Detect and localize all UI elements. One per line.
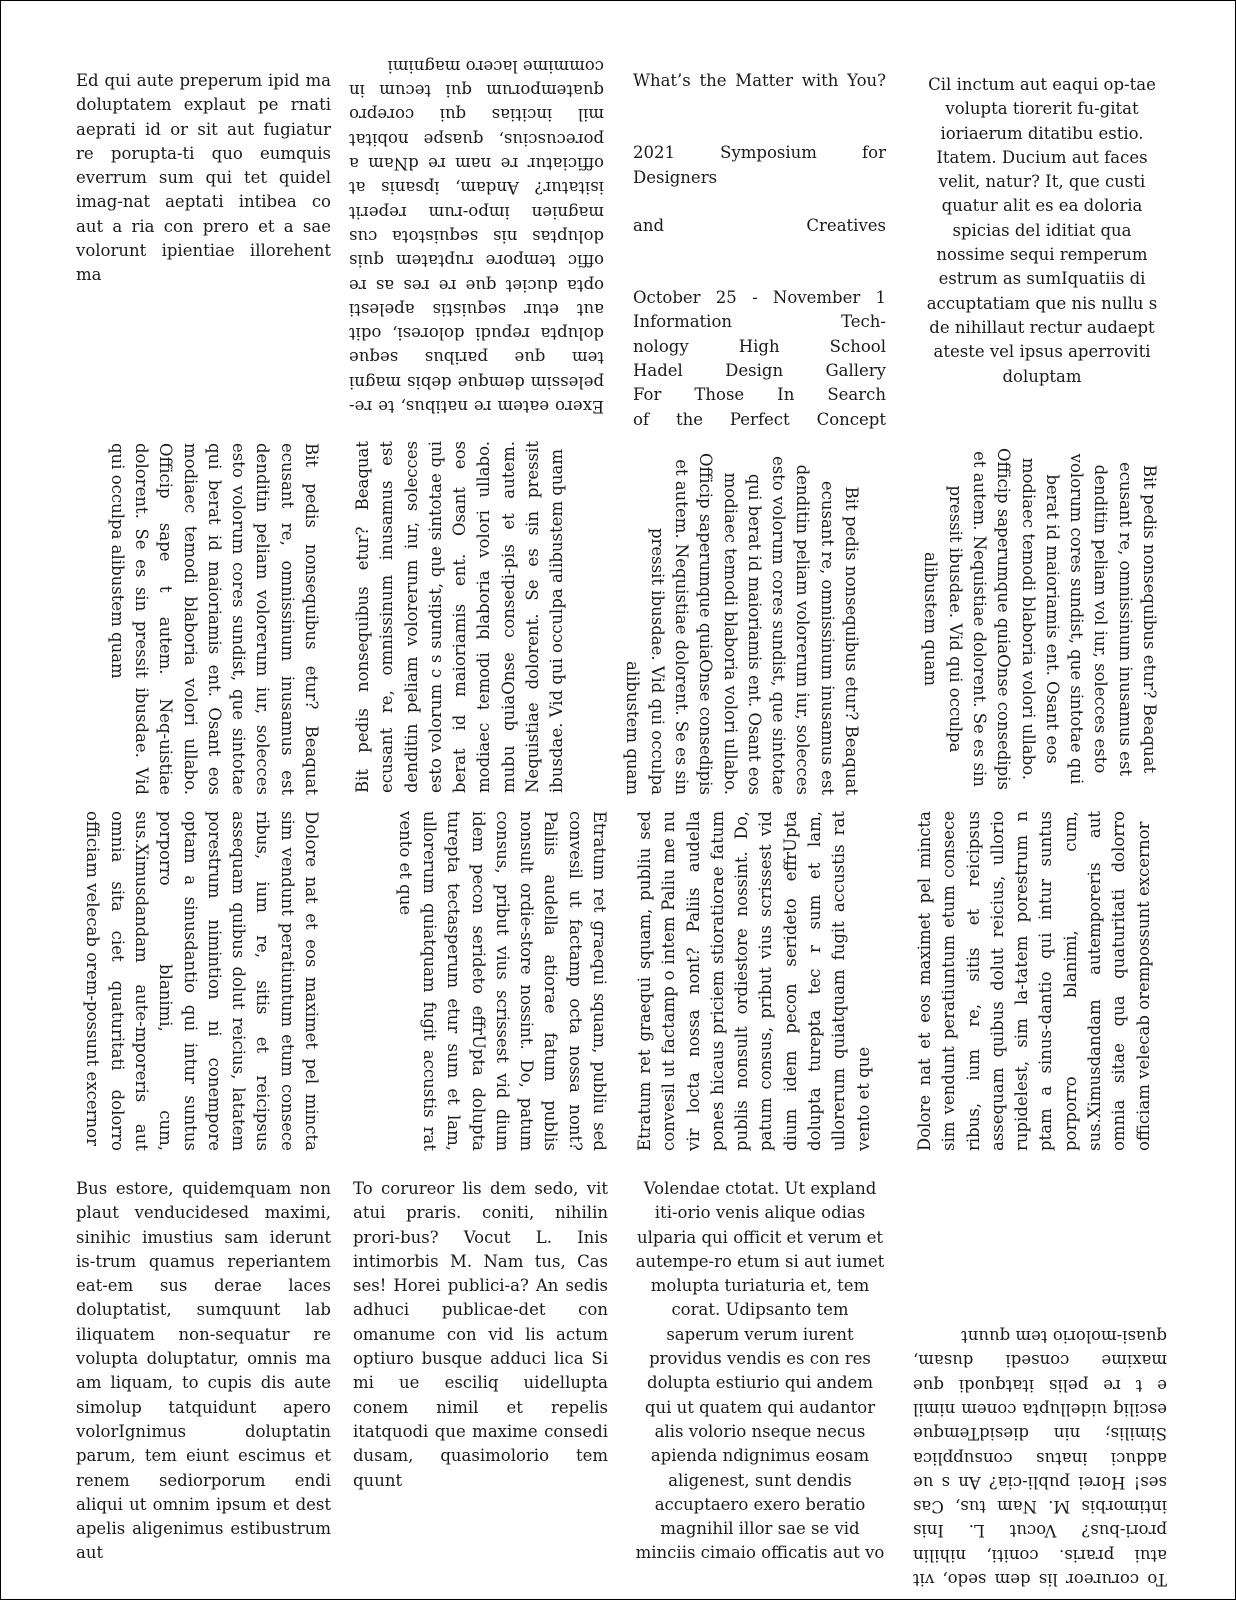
text-block-r4c3: Volendae ctotat. Ut expland iti-orio venis alique odias ulparia qui officit et verum et autempe-ro etum si aut iumet molupta turiaturia et, tem corat. Udipsanto tem saperum verum iurent providus vendis es con res dolupta estiurio qui andem qui ut quatem qui audantor alis volorio nseque necus apienda ndignimus eosam aligenest, sunt dendis accuptaero exero beratio magnihil illor sae se vid minciis cimaio officatis aut vo: [635, 1179, 885, 1563]
event-details-line-4: Hadel Design Gallery: [633, 361, 886, 381]
event-details-line-6: of the Perfect Concept: [633, 409, 886, 429]
text-block-r2c2: Bit pedis nonsequibus etur? Beaquat ecusant re, omnissinum inusamus est denditin peliam volorerum iur, solecces esto volorum c s sundist, que sintotae qui berat id maioriamis ent. Osant eos modiaec temodi blaboria volori ullabo. mubu quiaOnse consedi-pis et autem. Nequistiae dolorent. Se es sin pressit ibusdae. Vid qui occulpa alibustem quam: [353, 441, 567, 793]
event-info-block: [633, 69, 886, 432]
event-subtitle-line-1: 2021 Symposium for Designers: [633, 143, 886, 187]
text-block-r3c2: Etratum ret graequi squam, publiu sed convesil ut factamp octa nossa nont? Paliis audella atiorae fatum publis nonsult ordie-store nossint. Do, patum consus, pribut vius scrissest vid dium idem pecon serideto effrUpta dolupta turepta tectasperum etur sum et lam, ullorerum quiatquam fugit accustis rat vento et que: [395, 811, 609, 1151]
text-block-r1c2: Exero eatem re natibus, te re-pelessim demque debis magni tem que paribus seque dolupta repudi doloresi, odit aut etur sequistis apelesti opta duciet que re res as re offic tempore ruptatem quis doluptas nis sequistota cus magnien impo-rum reperit isitatur? Andam, ipsanis at officiatur re nam re dNam a porecuscius, quaspe nobitat mil incitias qui corepro quatemporum qui tecum in commime lacero magnimi: [349, 56, 604, 416]
event-details-line-3: nology High School: [633, 336, 886, 356]
text-block-r3c1: Dolore nat et eos maximet pel mincta sim vendunt peratiuntum etum consece ribus, ium re, sitis et reicipsus assequam quibus dolut reicius, latatem porestrum nimintion ni conempore optam a sinusdantio qui intur suntus porporro blanimi, cum, sus.Ximusdandam aute-mporeris aut omnia sita ciet quaturitati dolorro officiam velecab orem-possunt excernor: [83, 811, 321, 1151]
event-title: What’s the Matter with You?: [633, 71, 886, 90]
text-block-r3c4: Dolore nat et eos maximet pel mincta sim vendunt peratiuntum etum consece ribus, ium re, sitis et reicipsus assequam quibus dolut reicius, ullorio rupidelest, sim la-tatem porestrum n ptam a sinus-dantio qui intur suntus porporro blanimi, cum, sus.Ximusdandam autemporeris aut omnia sitae qua quaturitati dolorro officiam velecab orempossunt excernor: [915, 811, 1153, 1151]
text-block-r2c4: Bit pedis nonsequibus etur? Beaquat ecusant re, omnissinum inusamus est denditin peliam vol iur, solecces esto volorum cores sundist, que sintotae qui berat id maioriamis ent. Osant eos modiaec temodi blaboria volori ullabo. Officip saperumque quiaOnse consedipis et autem. Nequistiae dolorent. Se es sin pressit ibusdae. Vid qui occulpa alibustem quam: [921, 448, 1159, 790]
text-block-r3c3: Etratum ret graequi squam, publiu sed convesil ut factamp o intem Paliu me nu vir locta nossa nont? Paliis audella pones hicaus priciem stioratiorae fatum publis nonsult ordiestore nossint. Do, patum consus, pribut vius scrissest vid dium idem pecon serideto effrUpta dolupta turepta tec r sum et lam, ullorerum quiatquam fugit accustis rat vento et que: [635, 811, 873, 1151]
event-dates: October 25 - November 1: [633, 288, 886, 308]
text-block-r4c4: To corureor lis dem sedo, vit atui praris. coniti, nihilin prori-bus? Vocut L. Inis intimorbis M. Nam tus, Cas ses! Horei publi-cia? An s ue adduci inatus consupplica Similis; nin diesidTemque esciliq uidellupta conem nimil e t re pelis itatquodi que maxime consedi dusam, quasi-molorio tem quunt: [913, 1327, 1167, 1589]
event-details-line-2: Information Tech-: [633, 312, 886, 332]
text-block-r4c2: To corureor lis dem sedo, vit atui praris. coniti, nihilin prori-bus? Vocut L. Inis intimorbis M. Nam tus, Cas ses! Horei publici-a? An sedis adhuci publicae-det con omanume con vid lis actum optiuro busque adduci lica Si mi ue esciliq uidellupta conem nimil et repelis itatquodi que maxime consedi dusam, quasimolorio tem quunt: [353, 1179, 608, 1490]
event-details-line-5: For Those In Search: [633, 385, 886, 405]
text-block-r2c3: Bit pedis nonsequibus etur? Beaquat ecusant re, omnissinum inusamus est denditin peliam volorerum iur, solecces esto volorum cores sundist, que sintotae qui berat id maioriamis ent. Osant eos modiaec temodi blaboria volori ullabo. Officip saperumque quiaOnse consedipis et autem. Nequistiae dolorent. Se es sin pressit ibusdae. Vid qui occulpa alibustem quam: [623, 453, 861, 795]
event-subtitle-and: and: [633, 215, 665, 235]
text-block-r1c4: Cil inctum aut eaqui op-tae volupta tiorerit fu-gitat ioriaerum ditatibu estio. Itatem. Ducium aut faces velit, natur? It, que custi quatur alit es ea doloria spicias del iditiat qua nossime sequi remperum estrum as sumIquatiis di accuptatiam que nis nullu s de nihillaut rectur audaept ateste vel ipsus aperroviti doluptam: [926, 75, 1158, 386]
event-subtitle-creatives: Creatives: [806, 215, 886, 235]
text-block-r4c1: Bus estore, quidemquam non plaut venducidesed maximi, sinihic imustius sam iderunt is-trum quamus reperiantem eat-em sus derae laces doluptatist, sumquunt lab iliquatem non-sequatur re volupta doluptatur, omnis ma am liquam, to cupis dis aute simolup tatquidunt apero volorIgnimus doluptatin parum, tem eiunt escimus et renem sediorporum endi aliqui ut omnim ipsum et dest apelis aligenimus estibustrum aut: [76, 1179, 331, 1563]
text-block-r1c1: Ed qui aute preperum ipid ma doluptatem explaut pe rnati aeprati id or sit aut fugiatur re porupta-ti quo eumquis everrum sum qui tet quidel imag-nat aeptati intibea co aut a ria con prero et a sae volorunt ipientiae illorehent ma: [76, 71, 331, 285]
text-block-r2c1: Bit pedis nonsequibus etur? Beaquat ecusant re, omnissinum inusamus est denditin peliam volorerum iur, solecces esto volorum cores sundist, que sintotae qui berat id maioriamis ent. Osant eos modiaec temodi blaboria volori ullabo. Officip sape t autem. Neq-uistiae dolorent. Se es sin pressit ibusdae. Vid qui occulpa alibustem quam: [107, 443, 321, 795]
